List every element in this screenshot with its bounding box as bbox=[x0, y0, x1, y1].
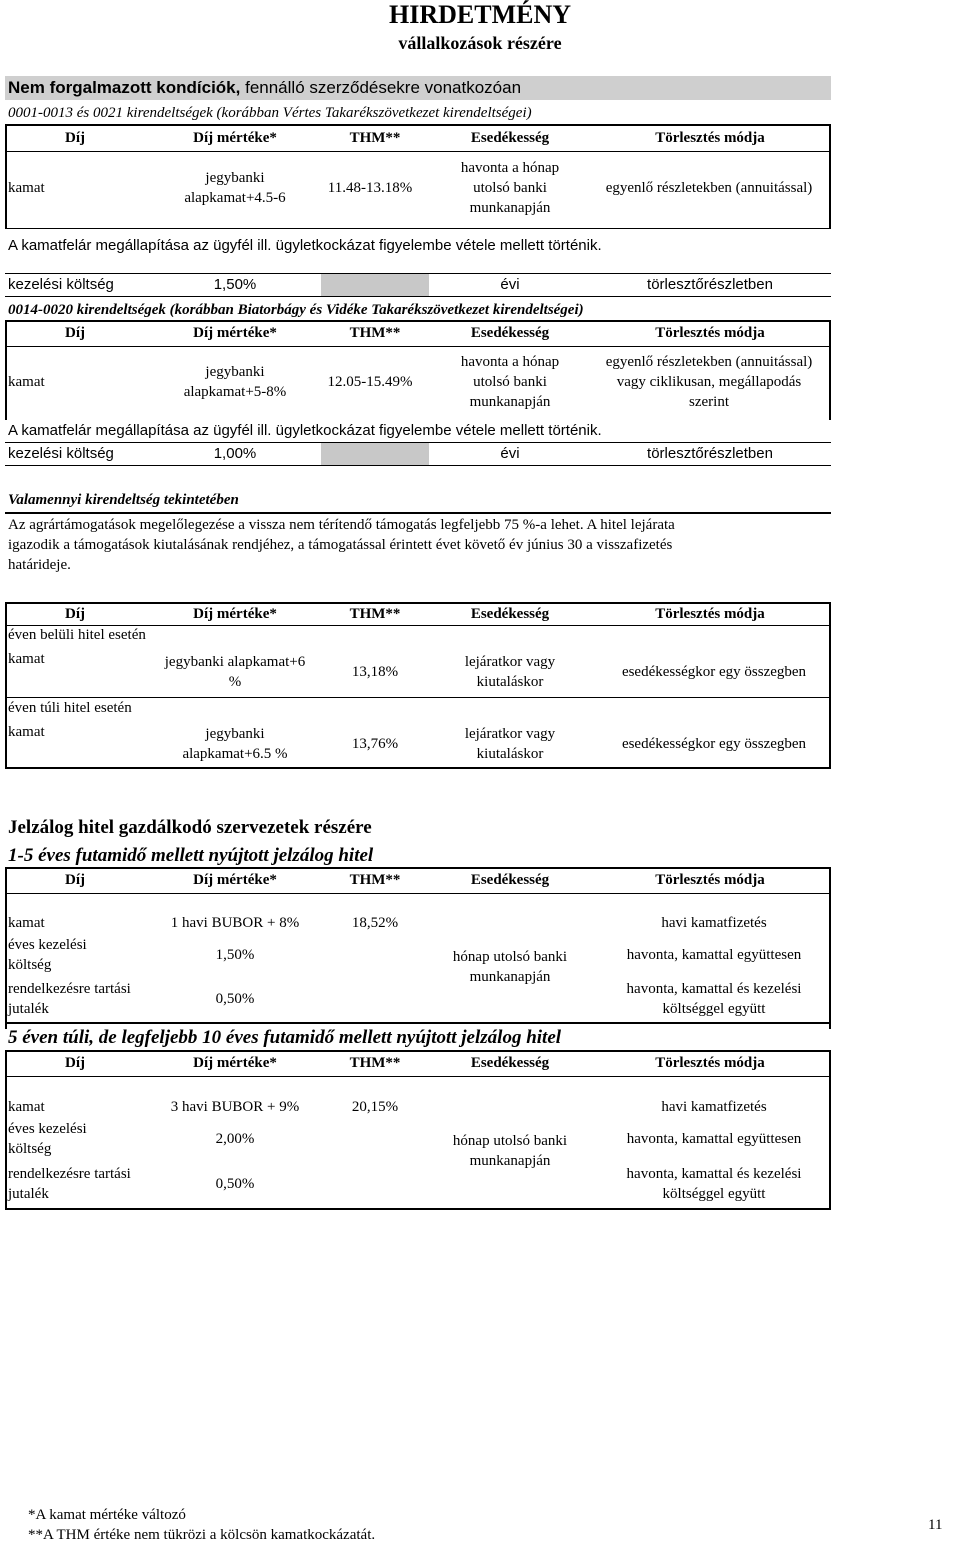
group1-due-line2: kiutaláskor bbox=[476, 674, 544, 690]
section4-sub1: 1-5 éves futamidő mellett nyújtott jelzálog hitel bbox=[8, 845, 374, 866]
col-esedekesseg: Esedékesség bbox=[470, 606, 550, 622]
due-line3: munkanapján bbox=[469, 394, 551, 410]
t2-fee-line1: éves kezelési bbox=[8, 1121, 87, 1137]
col-dij-merteke: Díj mértéke* bbox=[193, 606, 277, 622]
group2-rate-line1: jegybanki bbox=[205, 726, 265, 742]
section1-title: Nem forgalmazott kondíciók, fennálló szerződésekre vonatkozóan bbox=[8, 78, 522, 97]
t1-comm-line1: rendelkezésre tartási bbox=[8, 981, 131, 997]
col-torlesztes: Törlesztés módja bbox=[655, 872, 765, 888]
section2-note: A kamatfelár megállapítása az ügyfél ill. ügyletkockázat figyelembe vétele mellett történik. bbox=[8, 422, 602, 439]
t2-kamat-label: kamat bbox=[8, 1099, 45, 1115]
col-dij: Díj bbox=[65, 872, 85, 888]
rate-line1: jegybanki bbox=[205, 364, 265, 380]
t2-comm-line2: jutalék bbox=[8, 1186, 49, 1202]
col-esedekesseg: Esedékesség bbox=[470, 130, 550, 146]
t1-comm-repay-line2: költséggel együtt bbox=[662, 1001, 766, 1017]
t2-due-line1: hónap utolsó banki bbox=[452, 1133, 568, 1149]
group2-rate-line2: alapkamat+6.5 % bbox=[182, 746, 288, 762]
due-line3: munkanapján bbox=[469, 200, 551, 216]
t1-fee-line1: éves kezelési bbox=[8, 937, 87, 953]
section3-para-line1: Az agrártámogatások megelőlegezése a vissza nem térítendő támogatás legfeljebb 75 %-a lehet. A hitel lejárata bbox=[8, 517, 675, 533]
t2-comm-rate: 0,50% bbox=[215, 1176, 255, 1192]
col-dij: Díj bbox=[65, 606, 85, 622]
group1-label: éven belüli hitel esetén bbox=[8, 627, 146, 643]
col-dij-merteke: Díj mértéke* bbox=[193, 1055, 277, 1071]
t1-due-line1: hónap utolsó banki bbox=[452, 949, 568, 965]
col-dij-merteke: Díj mértéke* bbox=[193, 325, 277, 341]
col-thm: THM** bbox=[349, 130, 401, 146]
rate-line2: alapkamat+4.5-6 bbox=[184, 190, 286, 206]
section4-sub2: 5 éven túli, de legfeljebb 10 éves futamidő mellett nyújtott jelzálog hitel bbox=[8, 1027, 562, 1048]
repay-line1: egyenlő részletekben (annuitással) bbox=[605, 354, 813, 370]
t1-kamat-rate: 1 havi BUBOR + 8% bbox=[170, 915, 300, 931]
thm-value: 12.05-15.49% bbox=[327, 374, 413, 390]
t1-comm-line2: jutalék bbox=[8, 1001, 49, 1017]
due-line1: havonta a hónap bbox=[460, 160, 560, 176]
group2-repay: esedékességkor egy összegben bbox=[621, 736, 807, 752]
section2-subtitle: 0014-0020 kirendeltségek (korábban Biatorbágy és Vidéke Takarékszövetkezet kirendeltségei) bbox=[8, 302, 584, 318]
section1-note: A kamatfelár megállapítása az ügyfél ill. ügyletkockázat figyelembe vétele mellett történik. bbox=[8, 237, 602, 254]
rate-line1: jegybanki bbox=[205, 170, 265, 186]
t2-comm-line1: rendelkezésre tartási bbox=[8, 1166, 131, 1182]
col-torlesztes: Törlesztés módja bbox=[655, 606, 765, 622]
page-title: HIRDETMÉNY bbox=[388, 0, 571, 29]
due-line1: havonta a hónap bbox=[460, 354, 560, 370]
t2-fee-repay: havonta, kamattal együttesen bbox=[626, 1131, 802, 1147]
thm-value: 11.48-13.18% bbox=[327, 180, 413, 196]
thm-shaded-cell bbox=[321, 443, 429, 465]
t2-fee-line2: költség bbox=[8, 1141, 52, 1157]
col-thm: THM** bbox=[349, 872, 401, 888]
t1-fee-rate: 1,50% bbox=[215, 947, 255, 963]
group1-rate-line2: % bbox=[228, 674, 242, 690]
t1-due-line2: munkanapján bbox=[469, 969, 551, 985]
group1-rate-line1: jegybanki alapkamat+6 bbox=[164, 654, 306, 670]
repay-value: egyenlő részletekben (annuitással) bbox=[605, 180, 813, 196]
kamat-label: kamat bbox=[8, 374, 45, 390]
section3-para-line2: igazodik a támogatások kiutalásának rendjéhez, a támogatással érintett évet követő év június 30 a visszafizetés bbox=[8, 537, 673, 553]
col-esedekesseg: Esedékesség bbox=[470, 872, 550, 888]
footer-note1: *A kamat mértéke változó bbox=[28, 1507, 186, 1523]
col-dij-merteke: Díj mértéke* bbox=[193, 872, 277, 888]
t1-fee-line2: költség bbox=[8, 957, 52, 973]
section4-title: Jelzálog hitel gazdálkodó szervezetek részére bbox=[8, 817, 372, 838]
fee-rate: 1,00% bbox=[213, 445, 257, 462]
t1-fee-repay: havonta, kamattal együttesen bbox=[626, 947, 802, 963]
t2-comm-repay-line2: költséggel együtt bbox=[662, 1186, 766, 1202]
fee-rate: 1,50% bbox=[213, 276, 257, 293]
col-dij: Díj bbox=[65, 325, 85, 341]
fee-due: évi bbox=[500, 276, 520, 293]
col-dij: Díj bbox=[65, 130, 85, 146]
fee-repay: törlesztőrészletben bbox=[647, 445, 773, 462]
col-thm: THM** bbox=[349, 606, 401, 622]
t1-kamat-thm: 18,52% bbox=[351, 915, 399, 931]
group1-due-line1: lejáratkor vagy bbox=[464, 654, 556, 670]
repay-line2: vagy ciklikusan, megállapodás bbox=[616, 374, 802, 390]
fee-repay: törlesztőrészletben bbox=[647, 276, 773, 293]
col-dij-merteke: Díj mértéke* bbox=[193, 130, 277, 146]
rate-line2: alapkamat+5-8% bbox=[183, 384, 287, 400]
thm-shaded-cell bbox=[321, 274, 429, 296]
group2-item: kamat bbox=[8, 724, 45, 740]
t2-kamat-thm: 20,15% bbox=[351, 1099, 399, 1115]
col-esedekesseg: Esedékesség bbox=[470, 325, 550, 341]
t1-comm-repay-line1: havonta, kamattal és kezelési bbox=[626, 981, 802, 997]
fee-label: kezelési költség bbox=[8, 276, 114, 293]
fee-due: évi bbox=[500, 445, 520, 462]
col-dij: Díj bbox=[65, 1055, 85, 1071]
group1-thm: 13,18% bbox=[351, 664, 399, 680]
col-thm: THM** bbox=[349, 325, 401, 341]
col-torlesztes: Törlesztés módja bbox=[655, 325, 765, 341]
section3-title: Valamennyi kirendeltség tekintetében bbox=[8, 492, 239, 508]
t1-kamat-label: kamat bbox=[8, 915, 45, 931]
group2-due-line2: kiutaláskor bbox=[476, 746, 544, 762]
t1-comm-rate: 0,50% bbox=[215, 991, 255, 1007]
repay-line3: szerint bbox=[689, 394, 729, 410]
t2-kamat-rate: 3 havi BUBOR + 9% bbox=[170, 1099, 300, 1115]
col-torlesztes: Törlesztés módja bbox=[655, 1055, 765, 1071]
t1-kamat-repay: havi kamatfizetés bbox=[661, 915, 767, 931]
t2-comm-repay-line1: havonta, kamattal és kezelési bbox=[626, 1166, 802, 1182]
due-line2: utolsó banki bbox=[473, 180, 547, 196]
page-subtitle: vállalkozások részére bbox=[398, 33, 562, 53]
t2-fee-rate: 2,00% bbox=[215, 1131, 255, 1147]
due-line2: utolsó banki bbox=[473, 374, 547, 390]
group1-item: kamat bbox=[8, 651, 45, 667]
t2-due-line2: munkanapján bbox=[469, 1153, 551, 1169]
col-torlesztes: Törlesztés módja bbox=[655, 130, 765, 146]
section1-subtitle: 0001-0013 és 0021 kirendeltségek (korábban Vértes Takarékszövetkezet kirendeltségei) bbox=[8, 105, 532, 121]
group2-label: éven túli hitel esetén bbox=[8, 700, 132, 716]
page-number: 11 bbox=[928, 1517, 943, 1533]
footer-note2: **A THM értéke nem tükrözi a kölcsön kamatkockázatát. bbox=[28, 1527, 376, 1543]
col-esedekesseg: Esedékesség bbox=[470, 1055, 550, 1071]
t2-kamat-repay: havi kamatfizetés bbox=[661, 1099, 767, 1115]
group1-repay: esedékességkor egy összegben bbox=[621, 664, 807, 680]
group2-due-line1: lejáratkor vagy bbox=[464, 726, 556, 742]
section3-para-line3: határideje. bbox=[8, 557, 71, 573]
col-thm: THM** bbox=[349, 1055, 401, 1071]
group2-thm: 13,76% bbox=[351, 736, 399, 752]
kamat-label: kamat bbox=[8, 180, 45, 196]
fee-label: kezelési költség bbox=[8, 445, 114, 462]
